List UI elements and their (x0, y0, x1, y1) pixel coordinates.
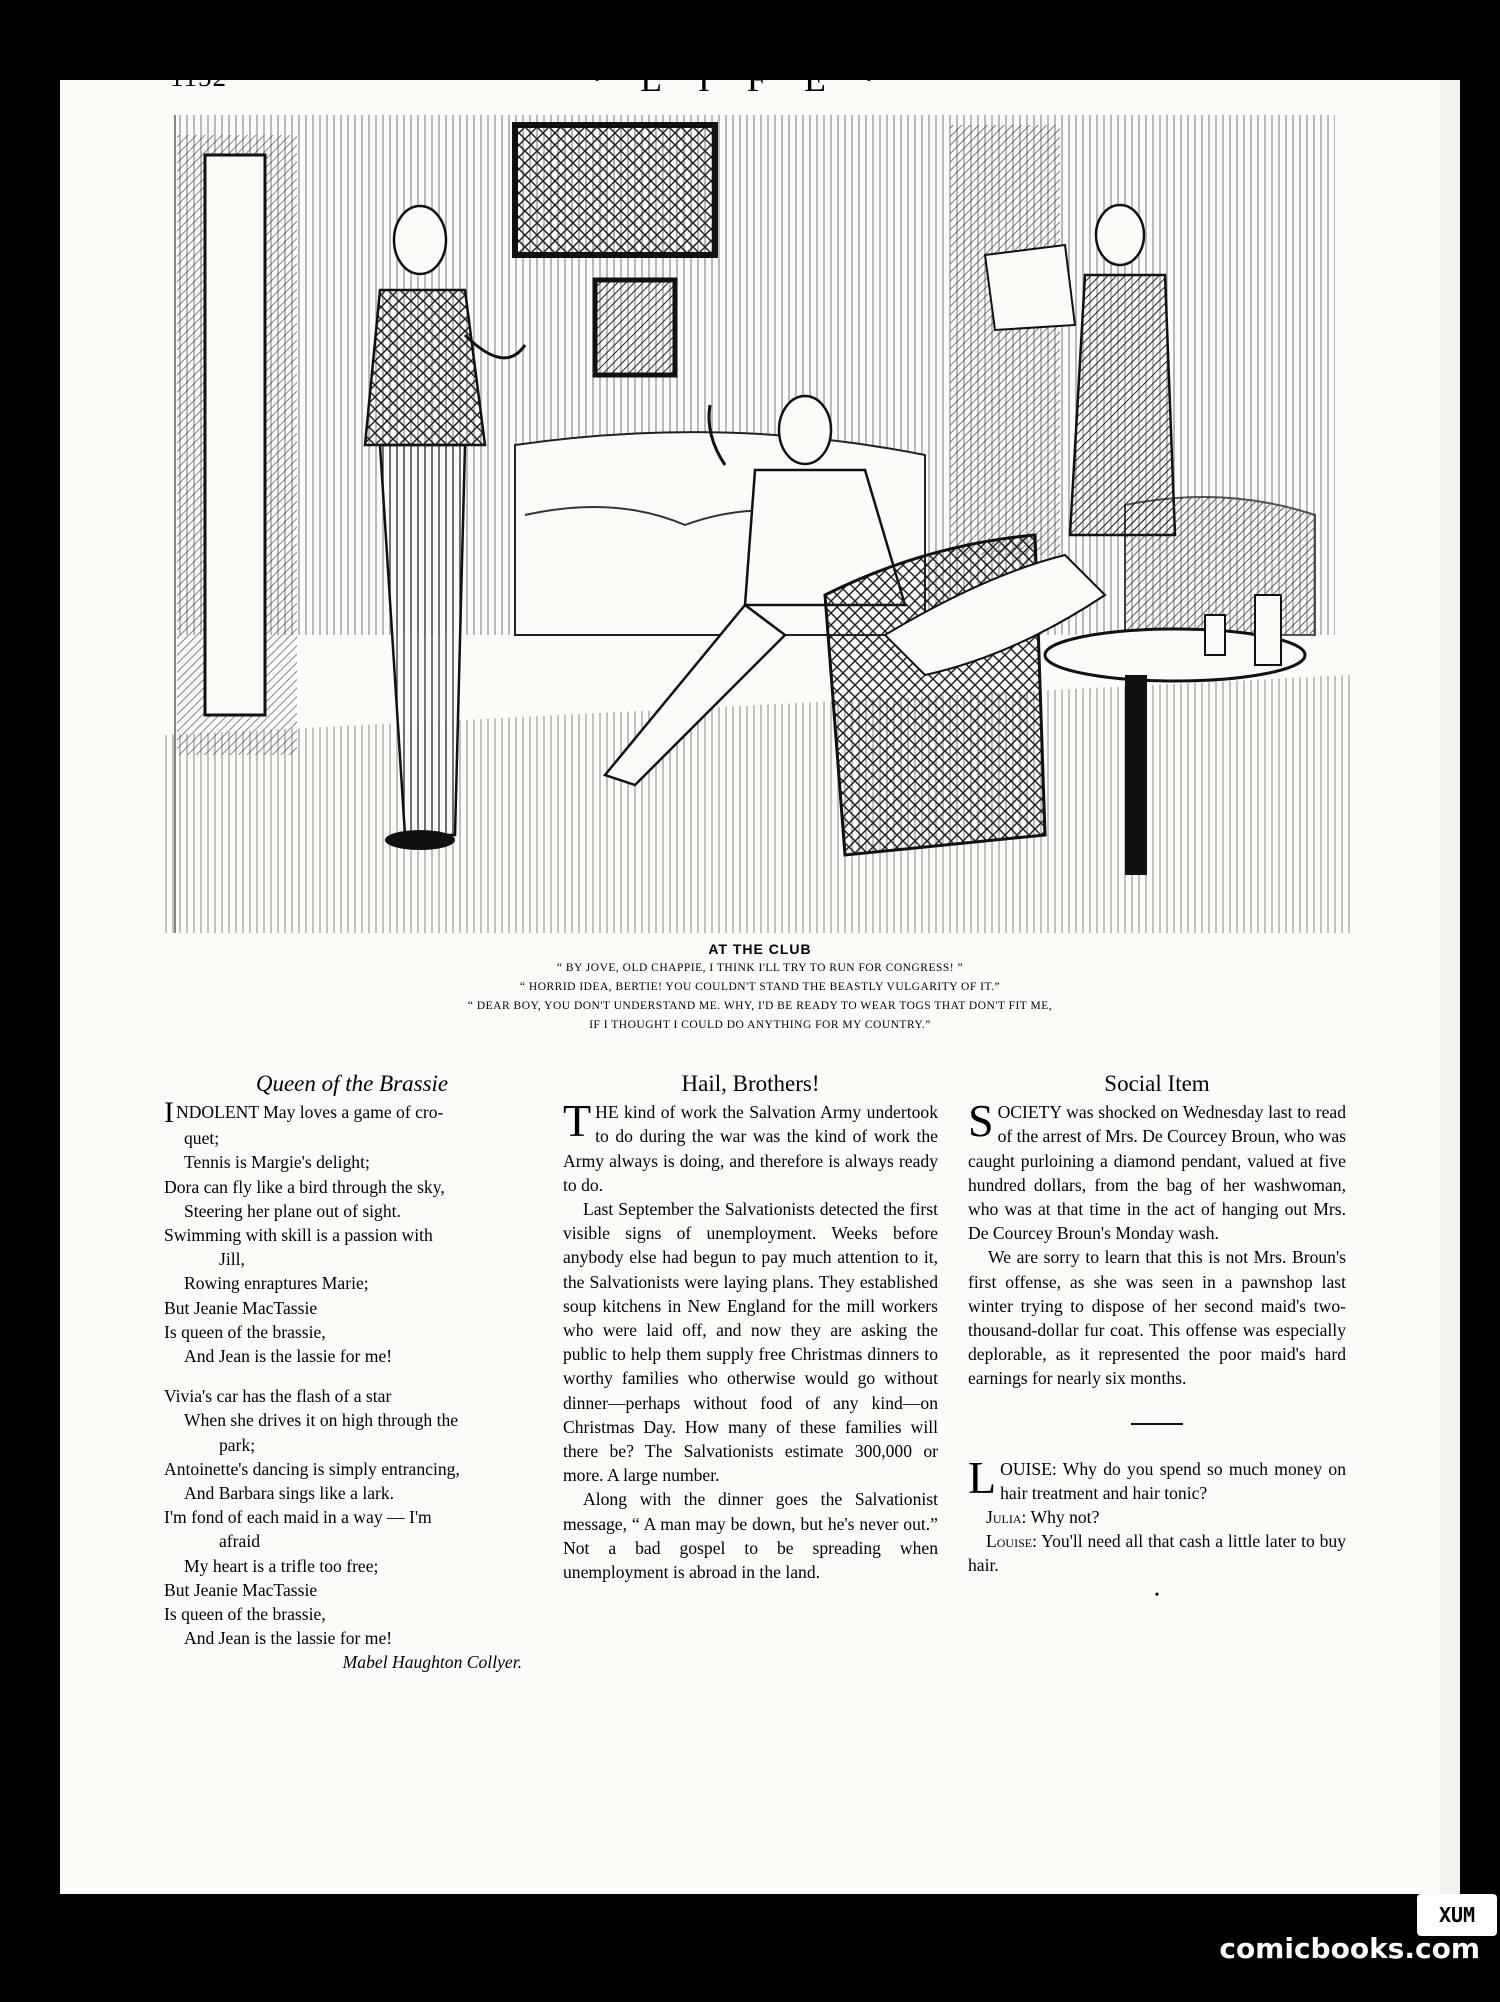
dialogue-line: Louise: You'll need all that cash a little later to buy hair. (968, 1531, 1346, 1576)
section-divider (1131, 1423, 1183, 1425)
pen-and-ink-drawing-icon (165, 115, 1350, 933)
hail-brothers-column (563, 1072, 938, 1584)
magazine-title: · L I F E · (591, 59, 889, 99)
social-item-column (968, 1072, 1346, 1608)
poem-line: quet; (184, 1128, 220, 1149)
poem-column (164, 1072, 540, 1675)
poem-line: Is queen of the brassie, (164, 1321, 326, 1342)
site-watermark[interactable]: comicbooks.com (1219, 1932, 1480, 1965)
article-dropcap: S (968, 1095, 994, 1147)
article-paragraph: We are sorry to learn that this is not Mrs. Broun's first offense, as she was seen in a pawnshop last winter trying to dispose of her second maid's two-thousand-dollar fur coat. This offense was especially deplorable, as it represented the poor maid's hard earnings for nearly six months. (968, 1247, 1346, 1389)
poem-line: afraid (219, 1531, 261, 1552)
poem-line: Antoinette's dancing is simply entrancing, (164, 1458, 460, 1479)
poem-line: Steering her plane out of sight. (184, 1200, 401, 1221)
article-paragraph: Last September the Salvationists detected the first visible signs of unemployment. Weeks before anybody else had begun to pay much attention to it, the Salvationists were laying plans. They established soup kitchens in New England for the mill workers who were laid off, and now they are asking the public to help them supply free Christmas dinners to worthy families who otherwise would go without dinner—perhaps without food of any kind—on Christmas Day. How many of these families will there be? The Salvationists estimate 300,000 or more. A large number. (563, 1199, 938, 1486)
poem-line: Jill, (219, 1249, 245, 1270)
poem-line: NDOLENT May loves a game of cro- (176, 1102, 444, 1123)
article-title: Hail, Brothers! (681, 1071, 820, 1096)
club-scene-illustration (165, 115, 1350, 933)
scan-badge: XUM (1417, 1894, 1497, 1936)
poem-line: My heart is a trifle too free; (184, 1555, 379, 1576)
poem-line: And Barbara sings like a lark. (184, 1483, 395, 1504)
page-number: 1152 (170, 62, 227, 92)
caption-line: “ DEAR BOY, YOU DON'T UNDERSTAND ME. WHY, I'D BE READY TO WEAR TOGS THAT DON'T FIT ME, (467, 1000, 1053, 1012)
poem-line: Vivia's car has the flash of a star (164, 1386, 392, 1407)
poem-line: Is queen of the brassie, (164, 1604, 326, 1625)
poem-line: Swimming with skill is a passion with (164, 1225, 433, 1246)
poem-title: Queen of the Brassie (255, 1071, 449, 1096)
adjacent-page-edge (1440, 80, 1460, 1894)
article-paragraph: SOCIETY was shocked on Wednesday last to read of the arrest of Mrs. De Courcey Broun, who was caught purloining a diamond pendant, valued at five hundred dollars, from the bag of her washwoman, who was at that time in the act of hanging out Mrs. De Courcey Broun's Monday wash. (968, 1095, 1346, 1244)
poem-author: Mabel Haughton Collyer. (342, 1652, 522, 1673)
poem-line: And Jean is the lassie for me! (184, 1346, 393, 1367)
poem-line: And Jean is the lassie for me! (184, 1628, 393, 1649)
caption-line: “ HORRID IDEA, BERTIE! YOU COULDN'T STAND THE BEASTLY VULGARITY OF IT.” (519, 981, 1001, 993)
poem-line: Tennis is Margie's delight; (184, 1152, 370, 1173)
poem-line: I'm fond of each maid in a way — I'm (164, 1507, 432, 1528)
dialogue-line: Julia: Why not? (986, 1507, 1100, 1528)
article-paragraph: Along with the dinner goes the Salvationist message, “ A man may be down, but he's never out.” Not a bad gospel to be spreading when unemployment is abroad in the land. (563, 1489, 938, 1583)
poem-dropcap: I (164, 1096, 174, 1130)
caption-title: AT THE CLUB (708, 941, 812, 957)
caption-line: “ BY JOVE, OLD CHAPPIE, I THINK I'LL TRY TO RUN FOR CONGRESS! ” (556, 962, 964, 974)
caption-line: IF I THOUGHT I COULD DO ANYTHING FOR MY COUNTRY.” (589, 1019, 931, 1031)
poem-line: When she drives it on high through the (184, 1410, 459, 1431)
end-mark: • (1154, 1587, 1160, 1603)
poem-line: But Jeanie MacTassie (164, 1579, 318, 1600)
article-paragraph: THE kind of work the Salvation Army undertook to do during the war was the kind of work the Army always is doing, and therefore is always ready to do. (563, 1095, 938, 1195)
article-title: Social Item (1104, 1071, 1210, 1096)
dialogue-dropcap: L (968, 1451, 997, 1503)
article-dropcap: T (563, 1095, 592, 1147)
poem-line: Dora can fly like a bird through the sky, (164, 1176, 445, 1197)
dialogue-line: LOUISE: Why do you spend so much money on hair treatment and hair tonic? (968, 1451, 1346, 1503)
poem-line: park; (219, 1434, 256, 1455)
illustration-caption (180, 940, 1340, 1035)
poem-line: Rowing enraptures Marie; (184, 1273, 369, 1294)
poem-line: But Jeanie MacTassie (164, 1297, 318, 1318)
